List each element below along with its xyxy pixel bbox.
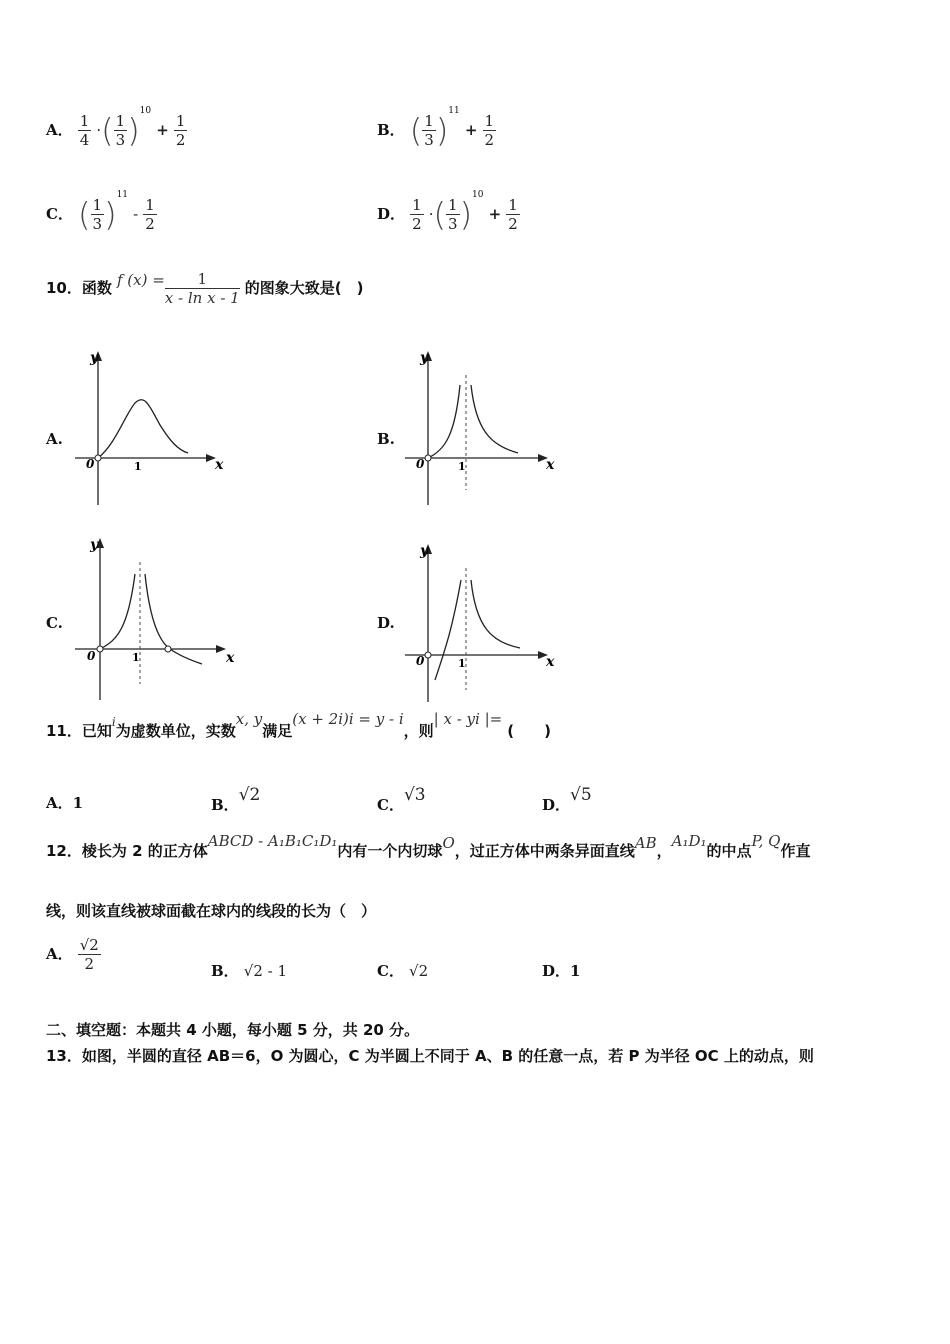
option-label: A． — [46, 121, 73, 139]
svg-text:0: 0 — [416, 457, 425, 471]
option-label: D． — [377, 205, 406, 223]
graph-d — [400, 540, 560, 705]
q11-stem: 11．已知$^i$为虚数单位，实数x, y满足(x + 2i)i = y - i，则| x - yi |= ( ) — [46, 710, 552, 740]
q9-option-a: A． $\frac{1}{4}$ ·( $\frac{1}{3}$ )$^{10}$ + $\frac{1}{2}$ — [46, 106, 186, 150]
graph-d-label: D. — [377, 614, 395, 632]
svg-text:y: y — [90, 537, 99, 553]
q12-option-c: C． √2 — [377, 962, 429, 980]
q11-option-c: C．√3 — [377, 785, 426, 814]
svg-text:1: 1 — [458, 657, 466, 670]
q12-option-b: B． √2 - 1 — [211, 962, 288, 980]
q11-option-b: B．√2 — [211, 785, 261, 814]
q9-option-b: B． ( $\frac{1}{3}$ )$^{11}$ + $\frac{1}{2}$ — [377, 106, 495, 150]
q10-stem: 10．函数 f (x) = $\frac{1}{\text{x - ln x - 1}}$ 的图象大致是( ) — [46, 270, 364, 307]
svg-text:0: 0 — [87, 649, 96, 663]
q11-option-a: A．1 — [46, 794, 84, 812]
svg-text:0: 0 — [416, 654, 425, 668]
option-label: B． — [377, 121, 405, 139]
graph-b-label: B. — [377, 430, 395, 448]
svg-text:x: x — [226, 650, 235, 666]
graph-b — [400, 345, 560, 510]
svg-text:1: 1 — [458, 460, 466, 473]
graph-a-label: A. — [46, 430, 63, 448]
svg-text:1: 1 — [134, 460, 142, 473]
q11-option-d: D．√5 — [542, 785, 592, 814]
graph-a — [70, 345, 230, 510]
q12-stem-line2: 线，则该直线被球面截在球内的线段的长为（ ） — [46, 902, 377, 920]
graph-c-label: C. — [46, 614, 63, 632]
svg-text:y: y — [420, 350, 429, 366]
svg-text:x: x — [546, 654, 555, 670]
q12-stem: 12．棱长为 2 的正方体ABCD - A₁B₁C₁D₁内有一个内切球O，过正方体中两条异面直线AB，A₁D₁的中点P, Q作直 — [46, 832, 811, 860]
q13-stem: 13．如图，半圆的直径 AB＝6，O 为圆心，C 为半圆上不同于 A、B 的任意一点，若 P 为半径 OC 上的动点，则 — [46, 1047, 814, 1065]
svg-text:0: 0 — [86, 457, 95, 471]
q12-option-d: D．1 — [542, 962, 581, 980]
q12-option-a: A． $\frac{√2}{2}$ — [46, 936, 99, 973]
option-label: C． — [46, 205, 73, 223]
graph-c — [70, 532, 240, 702]
section-2-heading: 二、填空题：本题共 4 小题，每小题 5 分，共 20 分。 — [46, 1021, 420, 1039]
svg-text:x: x — [546, 457, 555, 473]
svg-text:y: y — [420, 543, 429, 559]
svg-text:1: 1 — [132, 651, 140, 664]
q9-option-d: D． $\frac{1}{2}$ ·( $\frac{1}{3}$ )$^{10}$ + $\frac{1}{2}$ — [377, 190, 518, 234]
svg-text:y: y — [90, 350, 99, 366]
svg-text:x: x — [215, 457, 224, 473]
q9-option-c: C． ( $\frac{1}{3}$ )$^{11}$ - $\frac{1}{2}$ — [46, 190, 155, 234]
